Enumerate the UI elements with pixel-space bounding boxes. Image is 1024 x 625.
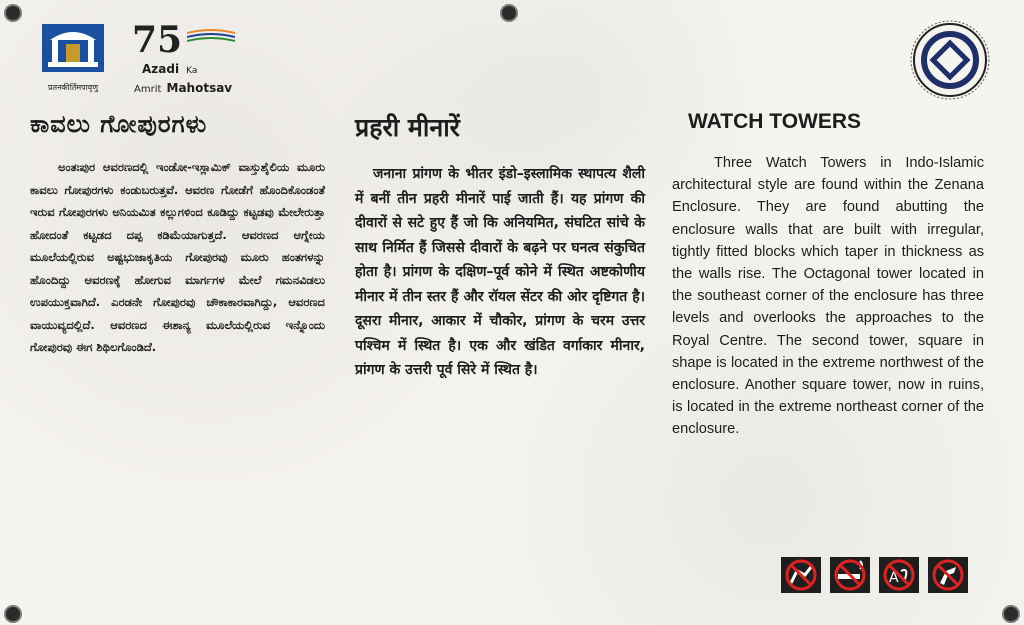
no-littering-icon — [781, 557, 821, 593]
ka-word: Ka — [186, 66, 198, 76]
prohibition-icons — [781, 557, 968, 593]
english-title: WATCH TOWERS — [688, 110, 862, 133]
azadi-word: Azadi — [142, 62, 180, 76]
screw — [1002, 605, 1020, 623]
no-smoking-icon — [830, 557, 870, 593]
azadi-number: 75 — [132, 19, 183, 61]
hindi-title: प्रहरी मीनारें — [355, 113, 460, 142]
mahotsav-word: Mahotsav — [166, 81, 233, 95]
kannada-body: ಅಂತಃಪುರ ಆವರಣದಲ್ಲಿ ಇಂಡೋ-ಇಸ್ಲಾಮಿಕ್ ವಾಸ್ತುಶೈಲಿಯ ಮೂರು ಕಾವಲು ಗೋಪುರಗಳು ಕಂಡುಬರುತ್ತವೆ. ಆವರಣ ಗೋಡೆಗೆ ಹೊಂದಿಕೊಂಡಂತೆ ಇರುವ ಗೋಪುರಗಳು ಅನಿಯಮಿತ ಕಲ್ಲುಗಳಿಂದ ಕೂಡಿದ್ದು ಕಟ್ಟಡವು ಮೇಲೇರುತ್ತಾ ಹೋದಂತೆ ಕಟ್ಟಡದ ದಪ್ಪ ಕಡಿಮೆಯಾಗುತ್ತದೆ. ಆವರಣದ ಆಗ್ನೇಯ ಮೂಲೆಯಲ್ಲಿರುವ ಅಷ್ಟಭುಜಾಕೃತಿಯ ಗೋಪುರವು ಮೂರು ಹಂತಗಳನ್ನು ಹೊಂದಿದ್ದು ಆವರಣಕ್ಕೆ ಹೋಗುವ ಮಾರ್ಗಗಳ ಮೇಲೆ ಗಮನವಿಡಲು ಉಪಯುಕ್ತವಾಗಿದೆ. ಎರಡನೇ ಗೋಪುರವು ಚೌಕಾಕಾರವಾಗಿದ್ದು, ಆವರಣದ ವಾಯುವ್ಯದಲ್ಲಿದೆ. ಆವರಣದ ಈಶಾನ್ಯ ಮೂಲೆಯಲ್ಲಿರುವ ಇನ್ನೊಂದು ಗೋಪುರವು ಈಗ ಶಿಥಿಲಗೊಂಡಿದೆ. — [30, 160, 325, 354]
svg-text:A: A — [889, 570, 899, 586]
no-graffiti-icon — [879, 557, 919, 593]
hindi-column — [355, 110, 645, 383]
screw — [500, 4, 518, 22]
asi-emblem-icon — [38, 22, 108, 74]
asi-logo — [38, 22, 108, 93]
flag-swoosh-icon — [187, 28, 235, 44]
english-body: Three Watch Towers in Indo-Islamic architectural style are found within the Zenana Enclosure. They are found abutting the enclosure walls that are built with irregular, tightly fitted blocks which taper in thickness as the walls rise. The Octagonal tower located in the southeast corner of the enclosure has three levels and overlooks the approaches to the Royal Centre. The second tower, square in shape is located in the extreme northwest of the enclosure. Another square tower, now in ruins, is located in the extreme northeast corner of the enclosure. — [672, 155, 984, 438]
screw — [4, 4, 22, 22]
kannada-title: ಕಾವಲು ಗೋಪುರಗಳು — [30, 110, 208, 138]
hindi-body: जनाना प्रांगण के भीतर इंडो–इस्लामिक स्थापत्य शैली में बनीं तीन प्रहरी मीनारें पाई जाती हैं। यह प्रांगण की दीवारों से सटे हुए हैं जो कि अनियमित, संघटित सांचे के साथ निर्मित हैं जिससे दीवारों के बढ़ने पर घनत्व संकुचित होता है। प्रांगण के दक्षिण–पूर्व कोने में स्थित अष्टकोणीय मीनार में तीन स्तर हैं और रॉयल सेंटर की ओर दृष्टिगत है। दूसरा मीनार, आकार में चौकोर, प्रांगण के चरम उत्तर पश्चिम में स्थित है। एक और खंडित वर्गाकार मीनार, प्रांगण के उत्तरी पूर्व सिरे में स्थित है। — [355, 166, 645, 378]
logo-group — [38, 19, 242, 96]
asi-caption: प्रतनकीर्तिमपावृणु — [47, 83, 99, 92]
screw — [4, 605, 22, 623]
amrit-word: Amrit — [134, 84, 162, 95]
english-column — [672, 110, 984, 441]
no-touching-icon — [928, 557, 968, 593]
azadi-ka-amrit-mahotsav-logo — [132, 19, 242, 96]
kannada-column — [30, 110, 325, 359]
world-heritage-emblem-icon — [908, 18, 992, 102]
